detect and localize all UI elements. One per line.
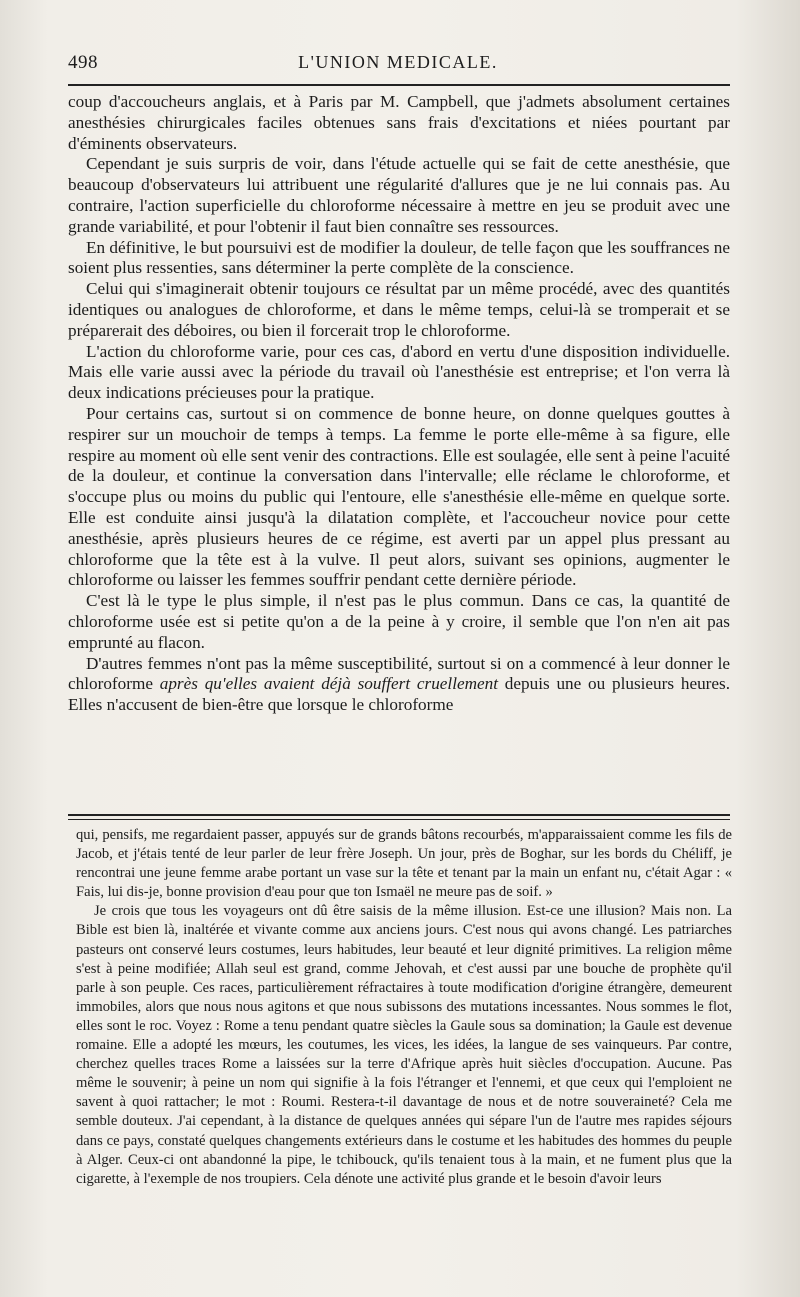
paragraph: coup d'accoucheurs anglais, et à Paris par M. Campbell, que j'admets absolument certaines anesthésies chirurgicales faciles obtenues sans frais d'excitations et niées pourtant par d'éminents observateurs.: [68, 92, 730, 153]
paragraph: Pour certains cas, surtout si on commence de bonne heure, on donne quelques gouttes à respirer sur un mouchoir de temps à temps. La femme le porte elle-même à sa figure, elle respire au moment où elle sent venir des contractions. Elle est soulagée, elle sent à peine l'acuité de la douleur, et continue la conversation dans l'intervalle; elle réclame le chloroforme, et s'occupe plus ou moins du public qui l'entoure, elle s'anesthésie elle-même en quelque sorte. Elle est conduite ainsi jusqu'à la dilatation complète, et l'accoucheur novice pour cette anesthésie, après plusieurs heures de ce régime, est averti par un appel plus pressant au chloroforme que la tête est à la vulve. Il peut alors, suivant ses opinions, augmenter le chloroforme ou laisser les femmes souffrir pendant cette dernière période.: [68, 403, 730, 590]
paragraph: Celui qui s'imaginerait obtenir toujours ce résultat par un même procédé, avec des quantités identiques ou analogues de chloroforme, et dans le même temps, celui-là se tromperait et se préparerait des déboires, ou bien il forcerait trop le chloroforme.: [68, 279, 730, 340]
page-header: [68, 52, 728, 80]
paragraph: L'action du chloroforme varie, pour ces cas, d'abord en vertu d'une disposition individuelle. Mais elle varie aussi avec la période du travail où l'anesthésie est entreprise; et l'on verra là deux indications précieuses pour la pratique.: [68, 341, 730, 403]
paragraph: C'est là le type le plus simple, il n'est pas le plus commun. Dans ce cas, la quantité de chloroforme usée est si petite qu'on a de la peine à y croire, il semble que l'on n'en ait pas emprunté au flacon.: [68, 591, 730, 652]
paragraph: Cependant je suis surpris de voir, dans l'étude actuelle qui se fait de cette anesthésie, que beaucoup d'observateurs lui attribuent une régularité d'allures que je ne lui connais pas. Au contraire, l'action superficielle du chloroforme nécessaire à mettre en jeu se produit avec une grande variabilité, et pour l'obtenir il faut bien connaître ses ressources.: [68, 154, 730, 236]
running-title: L'UNION MEDICALE.: [298, 52, 498, 72]
paragraph: En définitive, le but poursuivi est de modifier la douleur, de telle façon que les souffrances ne soient plus ressenties, sans déterminer la perte complète de la conscience.: [68, 237, 730, 278]
italic-phrase: après qu'elles avaient déjà souffert cruellement: [159, 674, 499, 694]
page-number: 498: [68, 52, 98, 73]
footnote-rule: [68, 814, 730, 820]
footnote-paragraph: Je crois que tous les voyageurs ont dû être saisis de la même illusion. Est-ce une illusion? Mais non. La Bible est bien là, inaltérée et vivante comme aux anciens jours. C'est nous qui avons changé. Les patriarches pasteurs ont conservé leurs costumes, leurs habitudes, leur beauté et leur dignité primitives. La religion même s'est à peine modifiée; Allah seul est grand, comme Jehovah, et c'est aussi par une bouche de prophète qu'il parle à son peuple. Ces races, particulièrement réfractaires à toute modification d'origine étrangère, demeurent immobiles, alors que nous nous agitons et que nous subissons des mutations incessantes. Nous sommes le flot, elles sont le roc. Voyez : Rome a tenu pendant quatre siècles la Gaule sous sa domination; la Gaule est devenue romaine. Elle a adopté les mœurs, les coutumes, les vices, les idées, la langue de ses vainqueurs. Par contre, cherchez quelles traces Rome a laissées sur la terre d'Afrique après huit siècles d'occupation. Aucune. Pas même le souvenir; à peine un nom qui signifie à la fois l'étranger et l'ennemi, et que ceux qui l'emploient ne savent à quoi rattacher; le mot : Roumi. Restera-t-il davantage de nous et de notre souveraineté? Cela me semble douteux. J'ai cependant, à la distance de quelques années qui sépare l'un de l'autre mes rapides séjours dans ce pays, constaté quelques changements extérieurs dans le costume et les habitudes des hommes du peuple à Alger. Ceux-ci ont abandonné la pipe, le tchibouck, qu'ils tenaient tous à la main, et ne fument plus que la cigarette, à l'exemple de nos troupiers. Cela dénote une activité plus grande et le besoin d'avoir leurs: [76, 903, 732, 1187]
header-rule: [68, 84, 730, 86]
footnote-paragraph: qui, pensifs, me regardaient passer, appuyés sur de grands bâtons recourbés, m'apparaissaient comme les fils de Jacob, et j'étais tenté de leur parler de leur frère Joseph. Un jour, près de Boghar, sur les bords du Chéliff, je rencontrai une jeune femme arabe portant un vase sur la tête et tenant par la main un enfant nu, c'était Agar : « Fais, lui dis-je, bonne provision d'eau pour que ton Ismaël ne meure pas de soif. »: [76, 827, 732, 901]
main-text: [68, 92, 730, 716]
text-run: depuis une ou plusieurs heures. Elles n'accusent de bien-être que lorsque le chloroforme: [68, 674, 731, 715]
paragraph-last: [68, 654, 730, 716]
text-run: D'autres femmes n'ont pas la même susceptibilité, surtout si on a commencé à leur donner le chloroforme: [68, 653, 730, 694]
footnote-text: [76, 826, 732, 1189]
